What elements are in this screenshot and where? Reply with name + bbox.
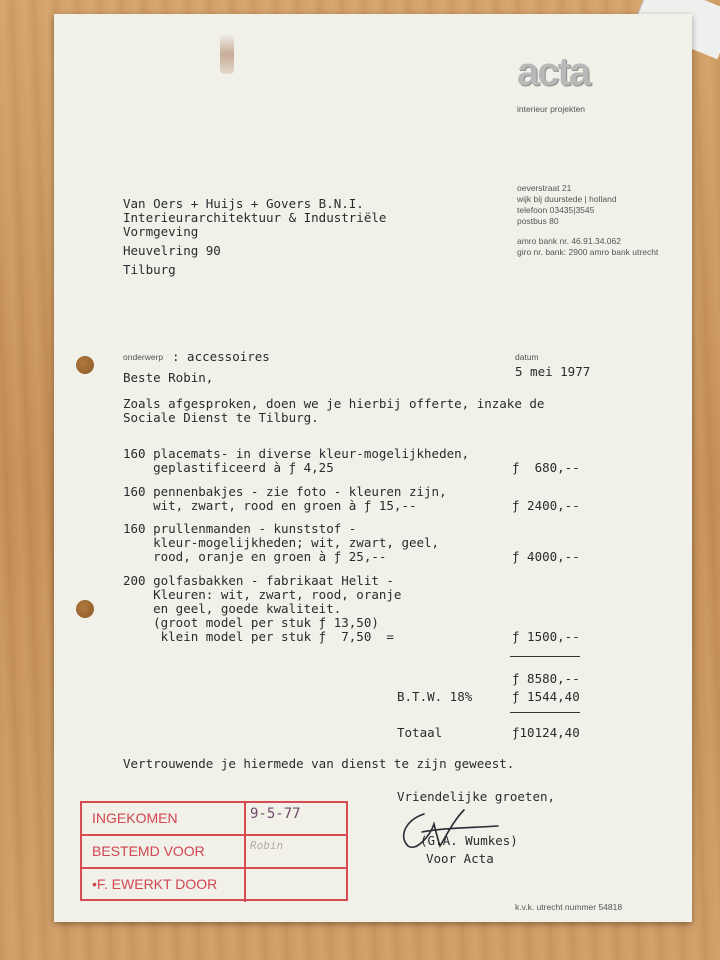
date-label: datum <box>515 352 539 362</box>
recipient-line-1: Van Oers + Huijs + Govers B.N.I. <box>123 196 364 211</box>
item-3-line-3: rood, oranje en groen à ƒ 25,-- <box>123 549 387 564</box>
salutation: Beste Robin, <box>123 370 214 385</box>
stamp-label-destined: BESTEMD VOOR <box>82 836 246 867</box>
item-2-amount: ƒ 2400,-- <box>512 498 580 513</box>
stamp-row-received <box>82 803 346 836</box>
total-label: Totaal <box>397 725 443 740</box>
stamp-value-received: 9-5-77 <box>250 806 301 822</box>
sender-bank-2: giro nr. bank: 2900 amro bank utrecht <box>517 247 659 257</box>
recipient-line-2: Interieurarchitektuur & Industriële <box>123 210 387 225</box>
subtotal-rule <box>510 656 580 657</box>
stamp-value-destined: Robin <box>250 839 284 852</box>
closing-sentence: Vertrouwende je hiermede van dienst te zijn geweest. <box>123 756 515 771</box>
signatory-company: Voor Acta <box>426 851 494 866</box>
item-3-line-1: 160 prullenmanden - kunststof - <box>123 521 357 536</box>
sender-bank-1: amro bank nr. 46.91.34.062 <box>517 236 621 246</box>
signatory-name: (G.A. Wumkes) <box>420 833 518 848</box>
item-1-line-2: geplastificeerd à ƒ 4,25 <box>123 460 334 475</box>
item-4-amount: ƒ 1500,-- <box>512 629 580 644</box>
punch-hole-bottom <box>76 600 94 618</box>
vat-label: B.T.W. 18% <box>397 689 473 704</box>
recipient-city: Tilburg <box>123 262 176 277</box>
date-value: 5 mei 1977 <box>515 364 591 379</box>
subtotal-amount: ƒ 8580,-- <box>512 671 580 686</box>
stamp-row-processed <box>82 869 346 902</box>
vat-amount: ƒ 1544,40 <box>512 689 580 704</box>
logo-tagline: interieur projekten <box>517 104 586 114</box>
sender-address-2: wijk bij duurstede | holland <box>517 194 617 204</box>
item-4-line-5: klein model per stuk ƒ 7,50 = <box>123 629 394 644</box>
sender-pobox: postbus 80 <box>517 216 559 226</box>
subject-value: : accessoires <box>172 349 270 364</box>
stamp-label-received: INGEKOMEN <box>82 803 246 834</box>
item-3-line-2: kleur-mogelijkheden; wit, zwart, geel, <box>123 535 440 550</box>
stamp-row-destined <box>82 836 346 869</box>
subject-label: onderwerp <box>123 352 164 362</box>
regards: Vriendelijke groeten, <box>397 789 556 804</box>
item-2-line-1: 160 pennenbakjes - zie foto - kleuren zijn, <box>123 484 447 499</box>
sender-address-1: oeverstraat 21 <box>517 183 572 193</box>
item-4-line-4: (groot model per stuk ƒ 13,50) <box>123 615 379 630</box>
intro-line-2: Sociale Dienst te Tilburg. <box>123 410 319 425</box>
sender-phone: telefoon 03435|3545 <box>517 205 595 215</box>
received-stamp <box>80 801 348 901</box>
item-3-amount: ƒ 4000,-- <box>512 549 580 564</box>
item-4-line-3: en geel, goede kwaliteit. <box>123 601 342 616</box>
total-rule <box>510 712 580 713</box>
stamp-label-processed: •F. EWERKT DOOR <box>82 869 246 902</box>
recipient-street: Heuvelring 90 <box>123 243 221 258</box>
paper-stain <box>220 34 234 74</box>
intro-line-1: Zoals afgesproken, doen we je hierbij offerte, inzake de <box>123 396 545 411</box>
item-4-line-2: Kleuren: wit, zwart, rood, oranje <box>123 587 402 602</box>
recipient-line-3: Vormgeving <box>123 224 199 239</box>
registry-number: k.v.k. utrecht nummer 54818 <box>515 902 623 912</box>
total-amount: ƒ10124,40 <box>512 725 580 740</box>
item-4-line-1: 200 golfasbakken - fabrikaat Helit - <box>123 573 394 588</box>
item-2-line-2: wit, zwart, rood en groen à ƒ 15,-- <box>123 498 417 513</box>
item-1-line-1: 160 placemats- in diverse kleur-mogelijkheden, <box>123 446 470 461</box>
acta-logo: acta <box>517 50 590 94</box>
item-1-amount: ƒ 680,-- <box>512 460 580 475</box>
punch-hole-top <box>76 356 94 374</box>
letter-sheet <box>54 14 692 922</box>
